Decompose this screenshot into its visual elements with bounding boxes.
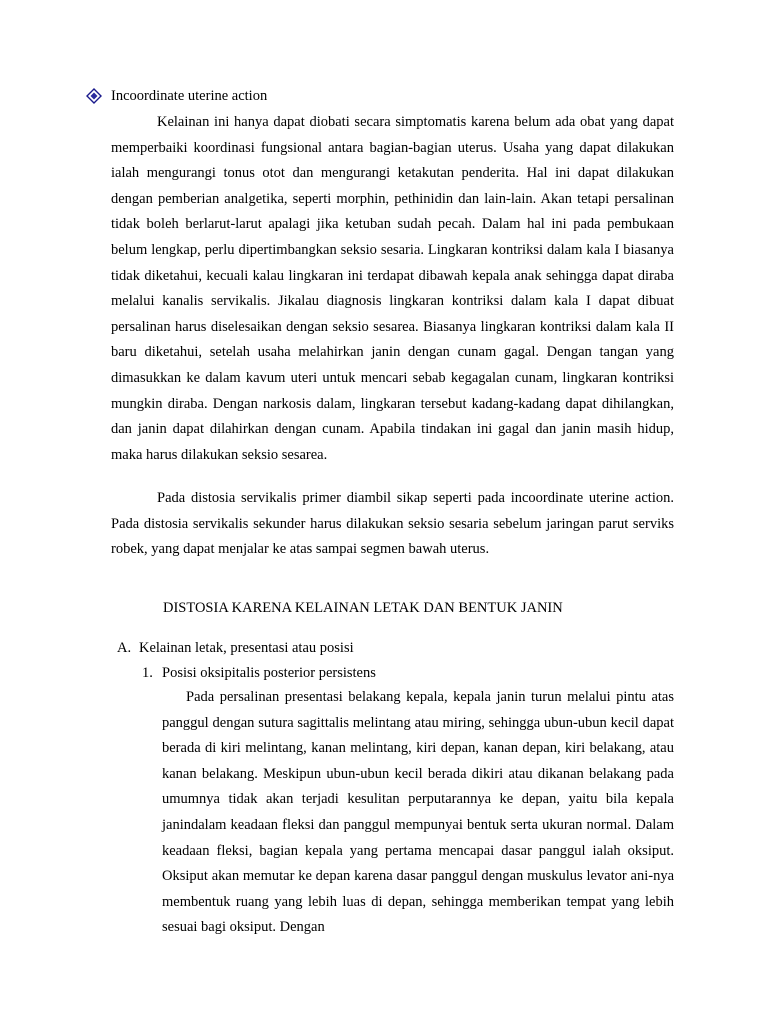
list-text-a: Kelainan letak, presentasi atau posisi	[139, 640, 354, 656]
paragraph-oksipitalis: Pada persalinan presentasi belakang kepala, kepala janin turun melalui pintu atas panggul dengan sutura sagittalis melintang atau miring, sehingga ubun-ubun kecil dapat berada di kiri melintang, kanan melintang, kiri depan, kanan depan, kiri belakang, atau kanan belakang. Meskipun ubun-ubun kecil berada dikiri atau dikanan belakang pada umumnya tidak akan terjadi kesulitan perputarannya ke depan, yaitu bila kepala janindalam keadaan fleksi dan panggul mempunyai bentuk serta ukuran normal. Dalam keadaan fleksi, bagian kepala yang pertama mencapai dasar panggul ialah oksiput. Oksiput akan memutar ke depan karena dasar panggul dengan muskulus levator ani-nya membentuk ruang yang lebih luas di depan, sehingga memberikan tempat yang lebih sesuai bagi oksiput. Dengan	[162, 689, 674, 936]
bullet-heading	[86, 86, 267, 106]
list-item-1	[142, 663, 376, 683]
paragraph-incoordinate: Kelainan ini hanya dapat diobati secara simptomatis karena belum ada obat yang dapat memperbaiki koordinasi fungsional antara bagian-bagian uterus. Usaha yang dapat dilakukan ialah mengurangi tonus otot dan mengurangi ketakutan penderita. Hal ini dapat dilakukan dengan pemberian analgetika, seperti morphin, pethinidin dan lain-lain. Akan tetapi persalinan tidak boleh berlarut-larut apalagi jika ketuban sudah pecah. Dalam hal ini pada pembukaan belum lengkap, perlu dipertimbangkan seksio sesaria. Lingkaran kontriksi dalam kala I biasanya tidak diketahui, kecuali kalau lingkaran ini terdapat dibawah kepala anak sehingga dapat diraba melalui kanalis servikalis. Jikalau diagnosis lingkaran kontriksi dalam kala I dapat dibuat persalinan harus diselesaikan dengan seksio sesarea. Biasanya lingkaran kontriksi dalam kala II baru diketahui, setelah usaha melahirkan janin dengan cunam gagal. Dengan tangan yang dimasukkan ke dalam kavum uteri untuk mencari sebab kegagalan cunam, lingkaran kontriksi mungkin diraba. Dengan narkosis dalam, lingkaran tersebut kadang-kadang dapat dihilangkan, dan janin dapat dilahirkan dengan cunam. Apabila tindakan ini gagal dan janin masih hidup, maka harus dilakukan seksio sesarea.	[111, 114, 674, 463]
paragraph-distosia-servikalis: Pada distosia servikalis primer diambil sikap seperti pada incoordinate uterine action. Pada distosia servikalis sekunder harus dilakukan seksio sesaria sebelum jaringan parut serviks robek, yang dapat menjalar ke atas sampai segmen bawah uterus.	[111, 490, 674, 558]
section-title: DISTOSIA KARENA KELAINAN LETAK DAN BENTUK JANIN	[163, 600, 563, 616]
list-marker-a: A.	[117, 640, 132, 656]
list-marker-1: 1.	[142, 665, 153, 681]
list-text-1: Posisi oksipitalis posterior persistens	[162, 665, 376, 681]
heading-text: Incoordinate uterine action	[111, 88, 268, 104]
list-item-a	[117, 638, 354, 658]
diamond-bullet-icon	[86, 88, 102, 104]
